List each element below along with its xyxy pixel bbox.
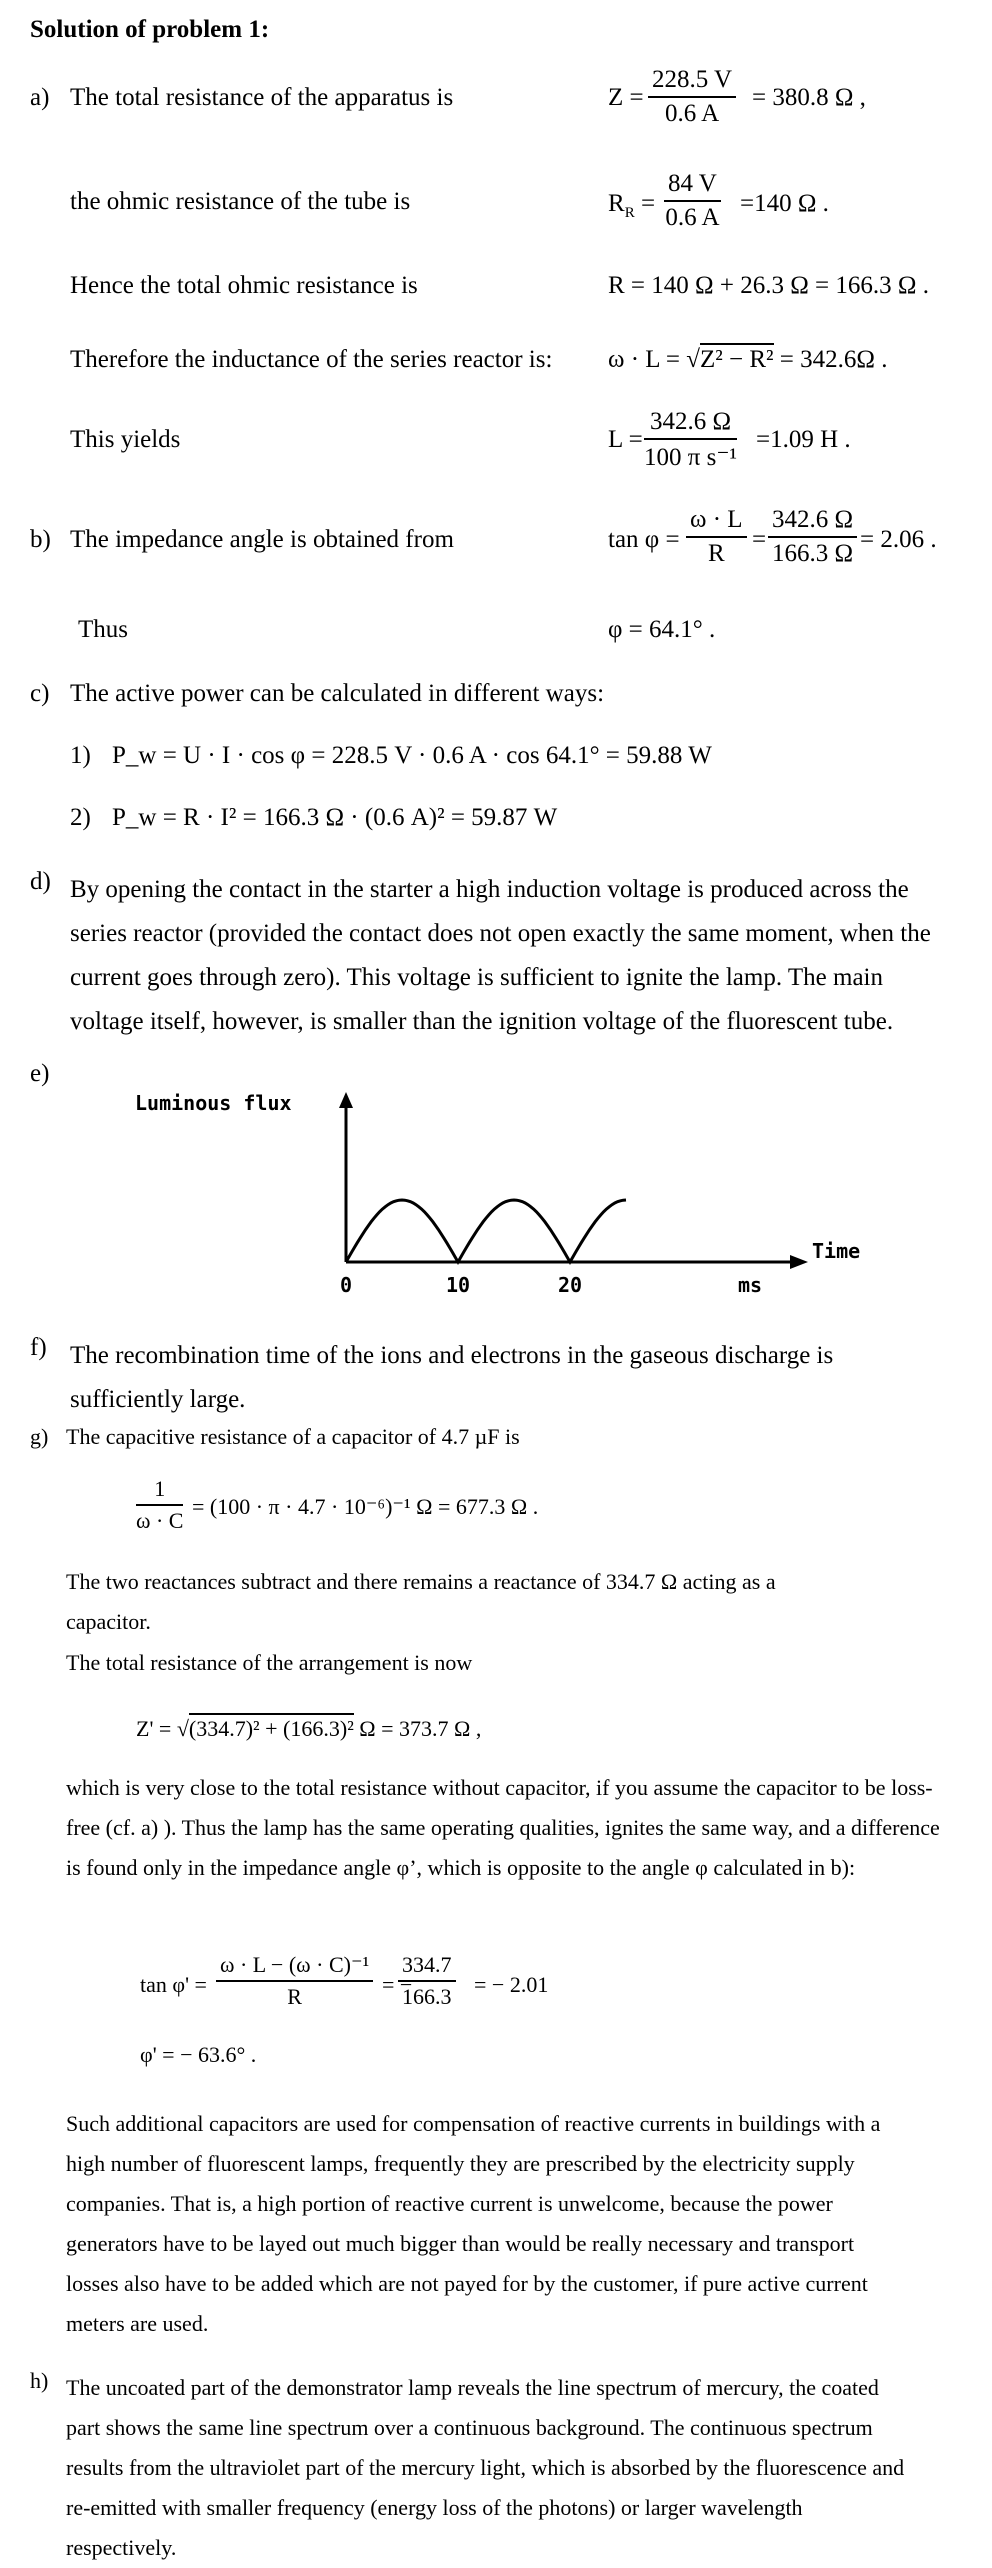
chart-xlabel: Time <box>812 1239 861 1263</box>
part-a-line3: Hence the total ohmic resistance is <box>70 272 418 299</box>
eq-pw1: P_w = U · I · cos φ = 228.5 V · 0.6 A · cos 64.1° = 59.88 W <box>112 742 712 769</box>
part-g-p3: which is very close to the total resistance without capacitor, if you assume the capacitor to be loss-free (cf. a) ). Thus the lamp has the same operating qualities, ignites the same way, and a difference is found only in the impedance angle φ’, which is opposite to the angle φ calculated in b): <box>66 1775 940 1880</box>
part-h-text: The uncoated part of the demonstrator lamp reveals the line spectrum of mercury, the coated part shows the same line spectrum over a continuous background. The continuous spectrum results from the ultraviolet part of the mercury light, which is absorbed by the fluorescence and re-emitted with smaller frequency (energy loss of the photons) or larger wavelength respectively. <box>66 2375 905 2560</box>
part-b-label: b) <box>30 526 51 553</box>
x-axis-arrow <box>790 1255 808 1269</box>
x-tick-label: 0 <box>339 1273 353 1297</box>
part-a-line4: Therefore the inductance of the series reactor is: <box>70 346 553 373</box>
part-a-line2: the ohmic resistance of the tube is <box>70 188 411 215</box>
eq-phi-prime: φ' = − 63.6° . <box>140 2042 257 2067</box>
part-g-p1: The two reactances subtract and there remains a reactance of 334.7 Ω acting as a capacitor. <box>66 1569 776 1634</box>
part-b-line1: The impedance angle is obtained from <box>70 526 454 553</box>
part-a-line5: This yields <box>70 426 181 453</box>
eq-r-total: R = 140 Ω + 26.3 Ω = 166.3 Ω . <box>608 272 929 299</box>
part-e-label: e) <box>30 1060 50 1087</box>
page-title: Solution of problem 1: <box>30 16 270 43</box>
y-axis-arrow <box>339 1092 353 1108</box>
x-tick-label: 20 <box>557 1273 583 1297</box>
part-f-label: f) <box>30 1334 47 1361</box>
x-tick-label: 10 <box>445 1273 471 1297</box>
eq-wl: ω · L = √Z² − R² = 342.6Ω . <box>608 346 887 374</box>
part-g-p4: Such additional capacitors are used for compensation of reactive currents in buildings with a high number of fluorescent lamps, frequently they are prescribed by the electricity supply companies. That is, a high portion of reactive current is unwelcome, because the power generators have to be layed out much bigger than would be really necessary and transport losses also have to be added which are not payed for by the customer, if pure active current meters are used. <box>66 2111 881 2336</box>
eq-pw2-label: 2) <box>70 804 91 831</box>
part-g-line1: The capacitive resistance of a capacitor of 4.7 µF is <box>66 1424 520 1449</box>
part-d-label: d) <box>30 868 51 895</box>
eq-z-prime: Z' = √(334.7)² + (166.3)² Ω = 373.7 Ω , <box>136 1716 481 1742</box>
chart-ylabel: Luminous flux <box>135 1091 292 1115</box>
part-g-p2: The total resistance of the arrangement is now <box>66 1650 473 1675</box>
part-f-text: The recombination time of the ions and electrons in the gaseous discharge is sufficiently large. <box>70 1342 834 1413</box>
chart-x-unit: ms <box>738 1273 763 1297</box>
eq-pw2: P_w = R · I² = 166.3 Ω · (0.6 A)² = 59.87 W <box>112 804 558 831</box>
part-c-line1: The active power can be calculated in different ways: <box>70 680 605 707</box>
part-d-text: By opening the contact in the starter a high induction voltage is produced across the series reactor (provided the contact does not open exactly the same moment, when the current goes through zero). This voltage is sufficient to ignite the lamp. The main voltage itself, however, is smaller than the ignition voltage of the fluorescent tube. <box>70 876 931 1035</box>
part-c-label: c) <box>30 680 50 707</box>
part-h-label: h) <box>30 2368 49 2393</box>
part-g-label: g) <box>30 1424 49 1449</box>
eq-pw1-label: 1) <box>70 742 91 769</box>
eq-phi: φ = 64.1° . <box>608 616 716 643</box>
flux-curve <box>346 1200 626 1262</box>
part-a-line1: The total resistance of the apparatus is <box>70 84 454 111</box>
luminous-flux-chart <box>0 1060 992 1300</box>
part-b-thus: Thus <box>78 616 128 643</box>
part-a-label: a) <box>30 84 50 111</box>
